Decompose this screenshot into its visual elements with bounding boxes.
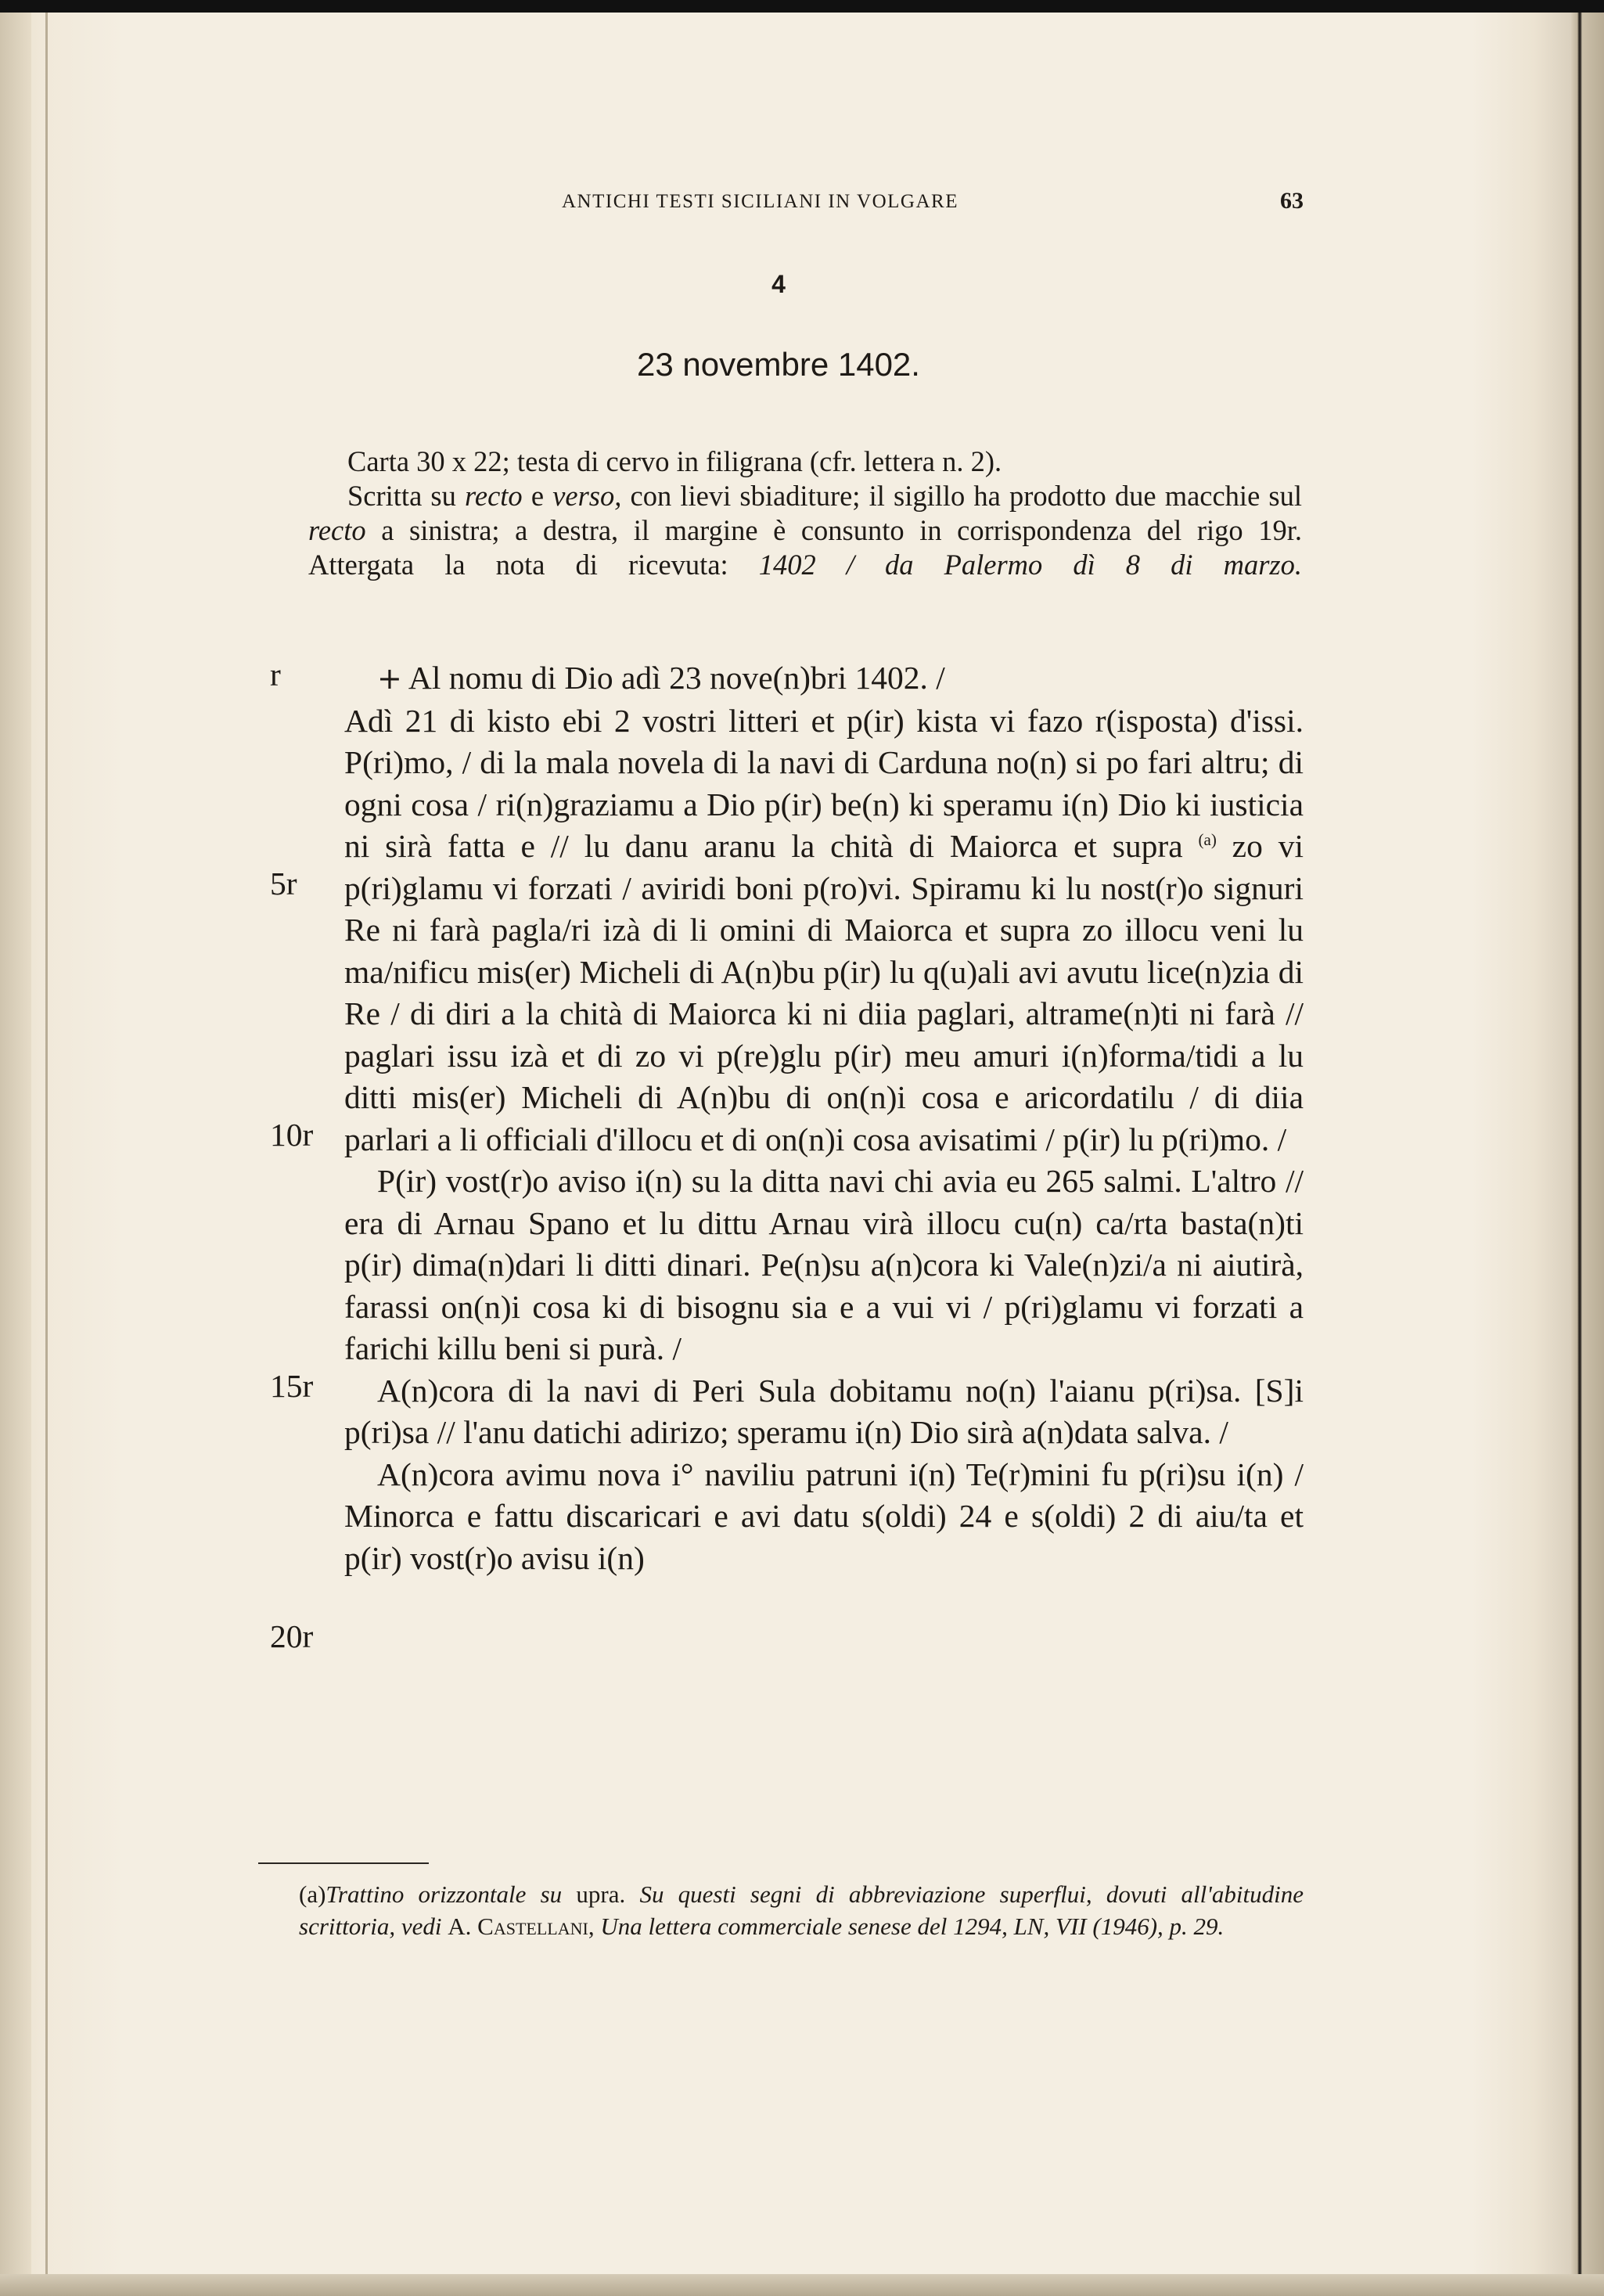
footnote-italic: Una lettera commerciale senese del 1294, LN, VII (1946), p. 29. xyxy=(594,1913,1225,1940)
description-italic: recto xyxy=(308,514,366,546)
line-number-10r: 10r xyxy=(270,1117,314,1153)
footnote-italic: Trattino orizzontale su xyxy=(325,1880,577,1908)
description-paragraph-1: Carta 30 x 22; testa di cervo in filigrana (cfr. lettera n. 2). xyxy=(347,445,1002,477)
scan-top-border xyxy=(0,0,1604,13)
letter-paragraph-3: A(n)cora di la navi di Peri Sula dobitamu no(n) l'aianu p(ri)sa. [S]i p(ri)sa // l'anu datichi adirizo; speramu i(n) Dio sirà a(n)data salva. / xyxy=(344,1372,1304,1450)
footnote-separator xyxy=(258,1862,429,1864)
letter-text: Adì 21 di kisto ebi 2 vostri litteri et p(ir) kista vi fazo r(isposta) d'issi. P(ri)mo, / di la mala novela di la navi di Carduna no(n) si po fari altru; di ogni cosa / ri(n)graziamu a Dio p(ir) be(n) ki speramu i(n) Dio ki iusticia ni sirà fatta e // lu danu aranu la chità di Maiorca et supra xyxy=(344,702,1304,864)
letter-transcription xyxy=(344,657,1304,1579)
document-date: 23 novembre 1402. xyxy=(637,346,920,383)
scan-bottom-border xyxy=(0,2274,1604,2296)
cross-symbol: + xyxy=(377,661,402,696)
document-number: 4 xyxy=(771,270,786,298)
page-edge-stack xyxy=(1571,13,1604,2296)
footnote-marker: (a) xyxy=(299,1880,326,1908)
description-text: Scritta su xyxy=(347,480,466,512)
letter-paragraph-4: A(n)cora avimu nova i° naviliu patruni i(n) Te(r)mini fu p(ri)su i(n) / Minorca e fattu discaricari e avi datu s(oldi) 24 e s(oldi) 2 di aiu/ta et p(ir) vost(r)o avisu i(n) xyxy=(344,1456,1304,1576)
archival-description xyxy=(308,444,1302,582)
letter-paragraph-1 xyxy=(344,700,1304,1161)
receipt-note: 1402 / da Palermo dì 8 di marzo. xyxy=(758,549,1302,581)
description-paragraph-2 xyxy=(308,479,1302,582)
opening-line xyxy=(344,657,1304,700)
footnote-reference: (a) xyxy=(1198,830,1217,850)
description-italic: verso, xyxy=(552,480,622,512)
running-title: ANTICHI TESTI SICILIANI IN VOLGARE xyxy=(562,191,958,212)
opening-text: Al nomu di Dio adì 23 nove(n)bri 1402. / xyxy=(401,660,945,696)
line-number-15r: 15r xyxy=(270,1368,314,1404)
line-number-r: r xyxy=(270,657,281,693)
footnote-author: A. Castellani, xyxy=(448,1913,595,1940)
description-text: e xyxy=(522,480,553,512)
line-number-5r: 5r xyxy=(270,865,297,901)
description-text: con lievi sbiaditure; il sigillo ha prodotto due macchie sul xyxy=(621,480,1303,512)
description-text: a sinistra; a destra, il margine è consunto in corrispondenza del rigo 19r. Attergata la nota di ricevuta: xyxy=(308,514,1302,581)
letter-paragraph-2: P(ir) vost(r)o aviso i(n) su la ditta navi chi avia eu 265 salmi. L'altro // era di Arnau Spano et lu dittu Arnau virà illocu cu(n) ca/rta basta(n)ti p(ir) dima(n)dari li ditti dinari. Pe(n)su a(n)cora ki Vale(n)zi/a ni aiutirà, farassi on(n)i cosa ki di bisognu sia e a vui vi / p(ri)glamu vi forzati a farichi killu beni si purà. / xyxy=(344,1163,1304,1366)
page-number: 63 xyxy=(1280,188,1304,214)
description-italic: recto xyxy=(465,480,523,512)
footnote-text: upra. xyxy=(576,1880,626,1908)
line-number-20r: 20r xyxy=(270,1618,314,1654)
footnote-italic: Su questi segni di abbreviazione superflui, dovuti all'abitudine scrittoria, vedi xyxy=(299,1880,1304,1940)
footnote xyxy=(299,1878,1304,1942)
letter-text: zo vi p(ri)glamu vi forzati / aviridi boni p(ro)vi. Spiramu ki lu nost(r)o signuri Re ni farà pagla/ri izà di li omini di Maiorca et supra zo illocu veni lu ma/nificu mis(er) Micheli di A(n)bu p(ir) lu q(u)ali avi avutu lice(n)zia di Re / di diri a la chità di Maiorca ki ni diia paglari, altrame(n)ti ni farà // paglari issu izà et di zo vi p(re)glu p(ir) meu amuri i(n)forma/tidi a lu ditti mis(er) Micheli di A(n)bu di on(n)i cosa e aricordatilu / di diia parlari a li officiali d'illocu et di on(n)i cosa avisatimi / p(ir) lu p(ri)mo. / xyxy=(344,828,1304,1157)
